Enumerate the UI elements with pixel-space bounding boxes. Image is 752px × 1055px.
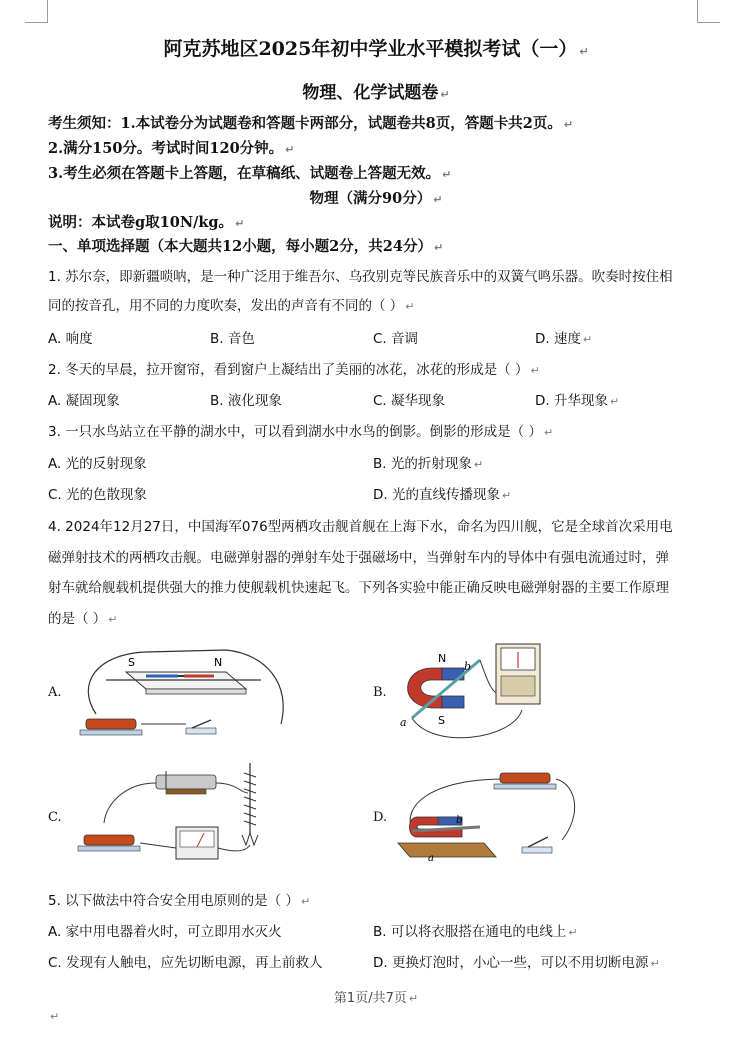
figure-label-d: D. bbox=[373, 810, 388, 825]
question-3-option-a: A. 光的反射现象 bbox=[48, 456, 147, 472]
figure-label-c: C. bbox=[48, 810, 62, 825]
svg-text:a: a bbox=[428, 853, 434, 864]
exam-title: 阿克苏地区2025年初中学业水平模拟考试（一） ↵ bbox=[163, 38, 589, 60]
figure-c-electromagnet-circuit bbox=[66, 763, 286, 863]
question-4-line-3: 射车就给舰载机提供强大的推力使舰载机快速起飞。下列各实验中能正确反映电磁弹射器的主要工作原理 bbox=[48, 580, 669, 596]
figure-b-induction-setup bbox=[392, 640, 552, 750]
question-3-option-c: C. 光的色散现象 bbox=[48, 487, 148, 503]
question-2-option-a: A. 凝固现象 bbox=[48, 393, 120, 409]
question-4-line-4: 的是（ ） ↵ bbox=[48, 611, 118, 627]
question-1-line-2: 同的按音孔，用不同的力度吹奏，发出的声音有不同的（ ） ↵ bbox=[48, 298, 415, 314]
physics-heading: 物理（满分90分） ↵ bbox=[309, 190, 443, 207]
question-3-line-1: 3. 一只水鸟站立在平静的湖水中，可以看到湖水中水鸟的倒影。倒影的形成是（ ） ↵ bbox=[48, 424, 554, 440]
notice-line-3: 3.考生必须在答题卡上答题，在草稿纸、试题卷上答题无效。 ↵ bbox=[48, 165, 452, 182]
svg-text:S: S bbox=[128, 656, 135, 669]
svg-text:b: b bbox=[456, 815, 463, 826]
figure-label-a: A. bbox=[48, 685, 62, 700]
physics-note: 说明：本试卷g取10N/kg。 ↵ bbox=[48, 214, 245, 231]
svg-text:a: a bbox=[400, 716, 407, 729]
question-5-option-d: D. 更换灯泡时，小心一些，可以不用切断电源 ↵ bbox=[373, 955, 660, 971]
question-2-option-d: D. 升华现象 ↵ bbox=[535, 393, 620, 409]
question-5-option-c: C. 发现有人触电，应先切断电源，再上前救人 bbox=[48, 955, 323, 971]
svg-text:N: N bbox=[438, 652, 447, 665]
notice-line-1: 考生须知：1.本试卷分为试题卷和答题卡两部分，试题卷共8页，答题卡共2页。 ↵ bbox=[48, 115, 574, 132]
svg-text:S: S bbox=[438, 714, 445, 727]
question-1-option-d: D. 速度 ↵ bbox=[535, 331, 593, 347]
question-2-option-b: B. 液化现象 bbox=[210, 393, 282, 409]
question-1-option-c: C. 音调 bbox=[373, 331, 419, 347]
question-3-option-b: B. 光的折射现象 ↵ bbox=[373, 456, 484, 472]
svg-text:b: b bbox=[464, 660, 472, 673]
question-1-option-a: A. 响度 bbox=[48, 331, 93, 347]
question-3-option-d: D. 光的直线传播现象 ↵ bbox=[373, 487, 512, 503]
question-5-option-b: B. 可以将衣服搭在通电的电线上 ↵ bbox=[373, 924, 578, 940]
corner-mark-top-right bbox=[697, 0, 720, 23]
svg-text:N: N bbox=[214, 656, 223, 669]
question-1-option-b: B. 音色 bbox=[210, 331, 255, 347]
question-1-line-1: 1. 苏尔奈，即新疆唢呐，是一种广泛用于维吾尔、乌孜别克等民族音乐中的双簧气鸣乐器。吹奏时按住相 bbox=[48, 269, 673, 285]
figure-d-motor-principle bbox=[392, 765, 592, 865]
corner-mark-top-left bbox=[25, 0, 48, 23]
question-2-option-c: C. 凝华现象 bbox=[373, 393, 446, 409]
figure-label-b: B. bbox=[373, 685, 387, 700]
figure-a-oersted-circuit bbox=[66, 644, 311, 744]
exam-subtitle: 物理、化学试题卷 ↵ bbox=[302, 83, 450, 103]
paragraph-mark: ↵ bbox=[50, 1010, 60, 1023]
question-5-option-a: A. 家中用电器着火时，可立即用水灭火 bbox=[48, 924, 282, 940]
question-5-line-1: 5. 以下做法中符合安全用电原则的是（ ） ↵ bbox=[48, 893, 311, 909]
question-2-line-1: 2. 冬天的早晨，拉开窗帘，看到窗户上凝结出了美丽的冰花，冰花的形成是（ ） ↵ bbox=[48, 362, 540, 378]
question-4-line-1: 4. 2024年12月27日，中国海军076型两栖攻击舰首舰在上海下水，命名为四川舰，它是全球首次采用电 bbox=[48, 519, 673, 535]
notice-line-2: 2.满分150分。考试时间120分钟。 ↵ bbox=[48, 140, 295, 157]
question-4-line-2: 磁弹射技术的两栖攻击舰。电磁弹射器的弹射车处于强磁场中，当弹射车内的导体中有强电流通过时，弹 bbox=[48, 550, 669, 566]
page-footer: 第1页/共7页 ↵ bbox=[333, 991, 419, 1006]
section-heading: 一、单项选择题（本大题共12小题，每小题2分，共24分） ↵ bbox=[48, 238, 444, 255]
